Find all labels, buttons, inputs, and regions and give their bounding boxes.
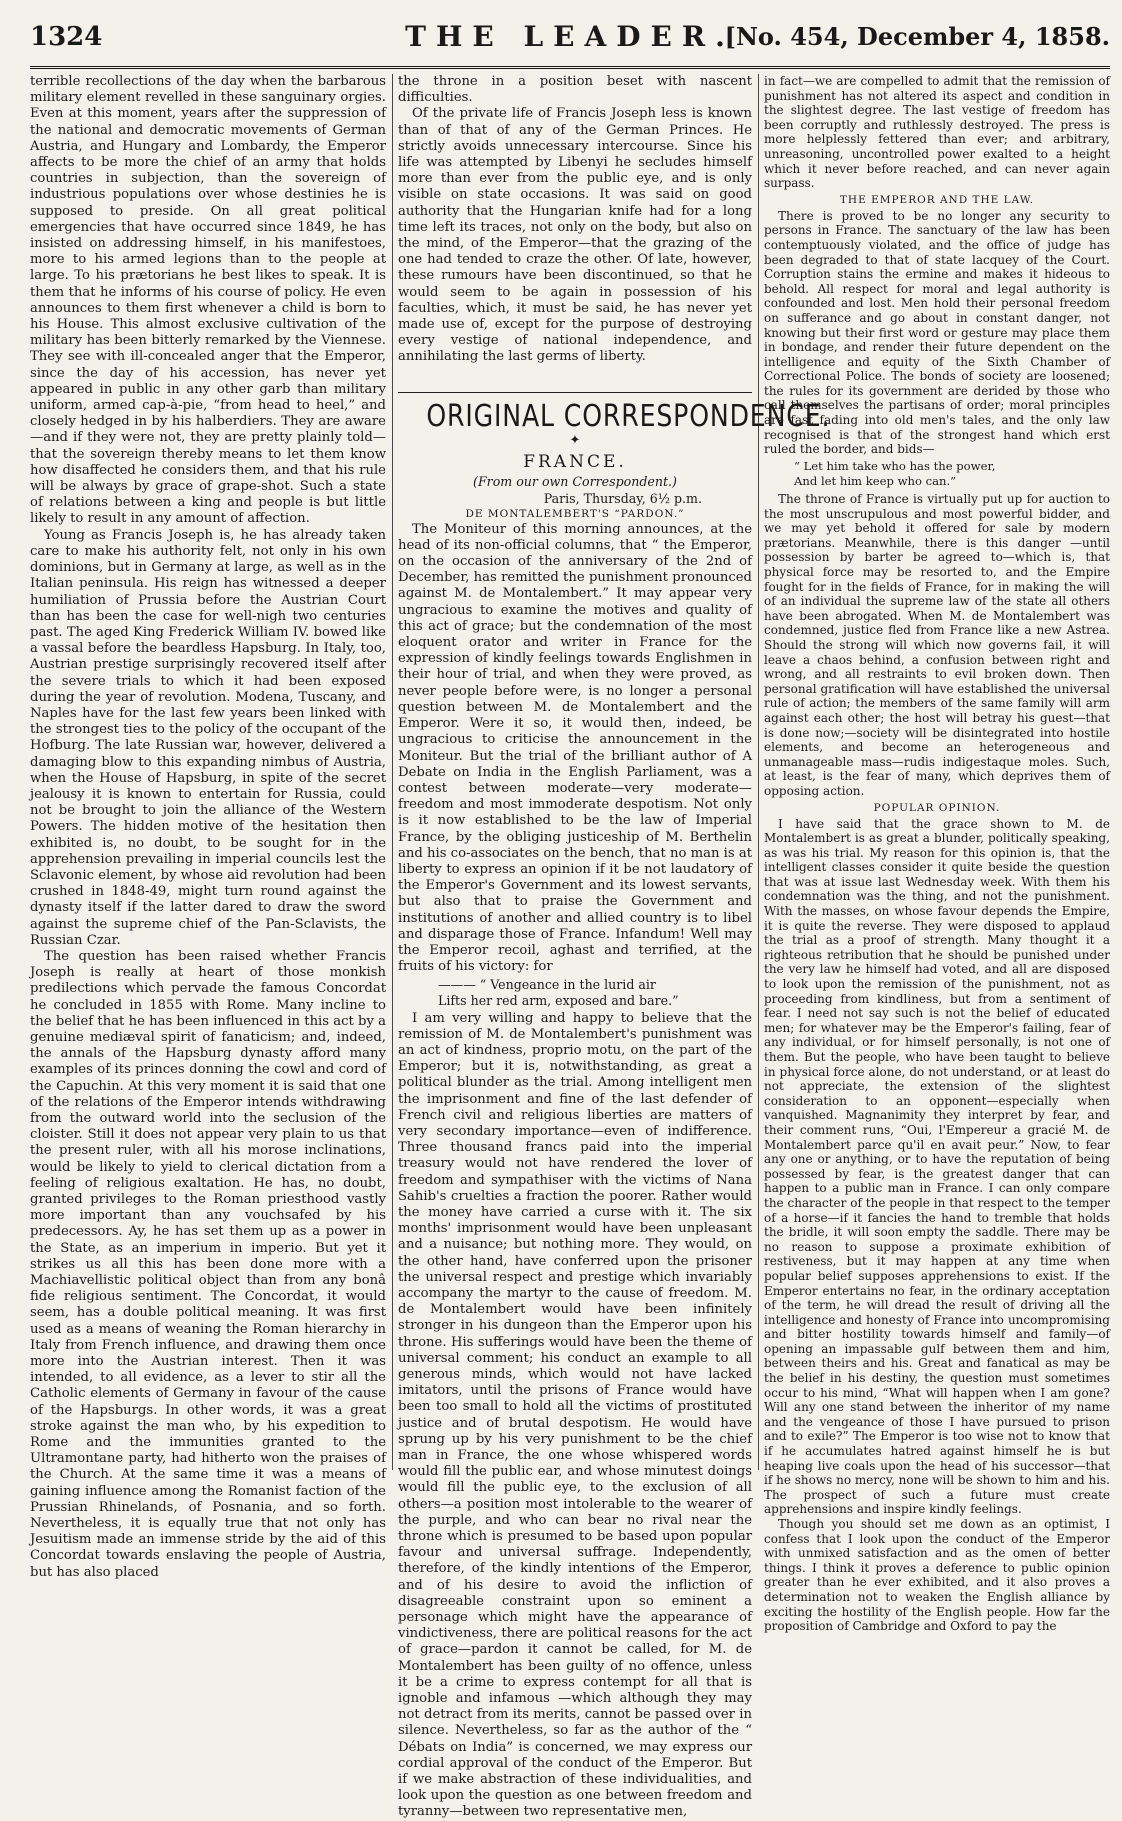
article-paragraph: I am very willing and happy to believe that the remission of M. de Montalembert's punishment was an act of kindness, proprio motu, on the part of the Emperor; but it is, notwithstanding, as great a political blunder as the trial. Among intelligent men the imprisonment and fine of the last defender of French civil and religious liberties are matters of very secondary importance—even of indifference. Three thousand francs paid into the imperial treasury would not have rendered the lover of freedom and sympathiser with the victims of Nana Sahib's cruelties a fraction the poorer. Rather would the money have carried a curse with it. The six months' imprisonment would have been unpleasant and a nuisance; but nothing more. They would, on the other hand, have conferred upon the prisoner the universal respect and prestige which invariably accompany the martyr to the cause of freedom. M. de Montalembert would have been infinitely stronger in his dungeon than the Emperor upon his throne. His sufferings would have been the theme of universal comment; his conduct an example to all generous minds, which would not have lacked imitators, until the prisons of France would have been too small to hold all the victims of prostituted justice and of brutal despotism. He would have sprung up by his very punishment to be the chief man in France, the one whose whispered words would fill the public ear, and whose minutest doings would fill the public eye, to the exclusion of all others—a position most intolerable to the wearer of the purple, and who can bear no rival near the throne which is presumed to be based upon popular favour and universal suffrage. Independently, therefore, of the kindly intentions of the Emperor, and of his desire to avoid the infliction of disagreeable constraint upon so eminent a personage which might have the appearance of vindictiveness, there are political reasons for the act of grace—pardon it cannot be called, for M. de Montalembert has been guilty of no offence, unless it be a crime to express contempt for all that is ignoble and infamous —which although they may not detract from its merits, cannot be passed over in silence. Nevertheless, so far as the author of the “ Débats on India” is concerned, we may express our cordial approval of the conduct of the Emperor. But if we make abstraction of these individualities, and look upon the question as one between freedom and tyranny—between two representative men, bbox=[398, 1010, 752, 1820]
column-3 bbox=[764, 74, 1110, 1634]
verse-line: Lifts her red arm, exposed and bare.” bbox=[438, 992, 679, 1008]
country-heading: FRANCE. bbox=[523, 451, 627, 472]
verse-quote bbox=[764, 459, 1110, 490]
article-paragraph: The question has been raised whether Francis Joseph is really at heart of those monkish predilections which pervade the famous Concordat he concluded in 1855 with Rome. Many incline to the belief that he has been influenced in this act by a genuine mediæval spirit of fanaticism; and, indeed, the annals of the Hapsburg dynasty afford many examples of its princes donning the cowl and cord of the Capuchin. At this very moment it is said that one of the relations of the Emperor intends withdrawing from the outward world into the seclusion of the cloister. Still it does not appear very plain to us that the present ruler, with all his morose inclinations, would be likely to yield to clerical dictation from a feeling of religious exaltation. He has, no doubt, granted privileges to the Roman priesthood vastly more important than any vouchsafed by his predecessors. Ay, he has set them up as a power in the State, as an imperium in imperio. But yet it strikes us all this has been done more with a Machiavellistic political object than from any bonâ fide religious sentiment. The Concordat, it would seem, has a double political meaning. It was first used as a means of weaning the Roman hierarchy in Italy from French influence, and drawing them once more into the Austrian interest. Then it was intended, to all evidence, as a lever to stir all the Catholic elements of Germany in favour of the cause of the Hapsburgs. In other words, it was a great stroke against the man who, by his expedition to Rome and the immunities granted to the Ultramontane party, had hitherto won the praises of the Church. At the same time it was a means of gaining influence among the Romanist faction of the Prussian Rhinelands, of Posnania, and so forth. Nevertheless, it is equally true that not only has Jesuitism made an immense stride by the aid of this Concordat towards enslaving the people of Austria, but has also placed bbox=[30, 948, 386, 1580]
verse-quote bbox=[398, 977, 752, 1008]
column-2 bbox=[398, 74, 831, 1820]
article-paragraph: The throne of France is virtually put up for auction to the most unscrupulous and most powerful bidder, and we may yet behold it offered for sale by modern prætorians. Meanwhile, there is this danger —until possession by barter be agreed to—which is, that physical force may be resorted to, and the Empire fought for in the fields of France, for in making the will of an individual the supreme law of the state all others have been abrogated. When M. de Montalembert was condemned, justice fled from France like a new Astrea. Should the strong will which now governs fail, it will leave a chaos behind, a confusion between right and wrong, and all restraints to evil broken down. Then personal gratification will have established the universal rule of action; the members of the same family will arm against each other; the host will betray his guest—that is done now;—society will be disintegrated into hostile elements, and become an heterogeneous and unmanageable mass—rudis indigestaque moles. Such, at least, is the fear of many, which deprives them of opposing action. bbox=[764, 492, 1110, 798]
article-paragraph: terrible recollections of the day when the barbarous military element revelled in these sanguinary orgies. Even at this moment, years after the suppression of the national and democratic movements of German Austria, and Hungary and Lombardy, the Emperor affects to be more the chief of an army that holds countries in subjection, than the sovereign of industrious populations over whose destinies he is supposed to preside. On all great political emergencies that have occurred since 1849, he has insisted on addressing himself, in his manifestoes, more to his armed legions than to the people at large. To his prætorians he best likes to speak. It is them that he informs of his course of policy. He even announces to them first whenever a child is born to his House. This almost exclusive cultivation of the military has been bitterly remarked by the Viennese. They see with ill-concealed anger that the Emperor, since the day of his accession, has never yet appeared in public in any other garb than military uniform, armed cap-à-pie, “from head to heel,” and closely hedged in by his halberdiers. They are aware—and if they were not, they are pretty plainly told—that the sovereign thereby means to let them know how disaffected he considers them, and that his rule will be always by grace of grape-shot. Such a state of relations between a king and people is but little likely to result in any amount of affection. bbox=[30, 74, 386, 527]
column-divider bbox=[758, 74, 759, 1470]
column-1 bbox=[30, 74, 386, 1580]
subheading: DE MONTALEMBERT'S “PARDON.” bbox=[465, 507, 685, 520]
masthead-title: THE LEADER. bbox=[405, 20, 735, 53]
verse-line: ——— “ Vengeance in the lurid air bbox=[438, 977, 656, 993]
article-paragraph: The Moniteur of this morning announces, at the head of its non-official columns, that “ the Emperor, on the occasion of the anniversary of the 2nd of December, has remitted the punishment pronounced against M. de Montalembert.” It may appear very ungracious to examine the motives and quality of this act of grace; but the condemnation of the most eloquent orator and writer in France for the expression of kindly feelings towards Englishmen in their hour of trial, and when they were proved, as never people before were, is no longer a personal question between M. de Montalembert and the Emperor. Were it so, it would then, indeed, be ungracious to criticise the announcement in the Moniteur. But the trial of the brilliant author of A Debate on India in the English Parliament, was a contest between moderate—very moderate—freedom and most immoderate despotism. Not only is it now established to be the law of Imperial France, by the obliging justiceship of M. Berthelin and his co-associates on the bench, that no man is at liberty to express an opinion if it be not laudatory of the Emperor's Government and its lowest servants, but also that to praise the Government and institutions of another and allied country is to libel and disparage those of France. Infandum! Well may the Emperor recoil, aghast and terrified, at the fruits of his victory: for bbox=[398, 521, 752, 975]
column-divider bbox=[392, 74, 393, 1470]
verse-line: And let him keep who can.” bbox=[794, 474, 957, 489]
article-paragraph: Though you should set me down as an optimist, I confess that I look upon the conduct of the Emperor with unmixed satisfaction and as the omen of better things. I think it proves a deference to public opinion greater than he ever exhibited, and it also proves a determination not to weaken the English alliance by exciting the hostility of the English people. How far the proposition of Cambridge and Oxford to pay the bbox=[764, 1517, 1110, 1634]
section-title: ORIGINAL CORRESPONDENCE. bbox=[426, 398, 831, 434]
article-paragraph: There is proved to be no longer any security to persons in France. The sanctuary of the law has been contemptuously violated, and the office of judge has been degraded to that of state lacquey of the Court. Corruption stains the ermine and makes it hideous to behold. All respect for moral and legal authority is confounded and lost. Men hold their personal freedom on sufferance and go about in constant danger, not knowing but their first word or gesture may place them in bondage, and render their future dependent on the intelligence and equity of the Sixth Chamber of Correctional Police. The bonds of society are loosened; the rules for its government are derided by those who call themselves the partisans of order; moral principles are fast fading into old men's tales, and the only law recognised is that of the strongest hand which erst ruled the border, and bids— bbox=[764, 208, 1110, 457]
article-paragraph: the throne in a position beset with nascent difficulties. bbox=[398, 74, 752, 106]
article-paragraph: in fact—we are compelled to admit that the remission of punishment has not altered its aspect and condition in the slightest degree. The last vestige of freedom has been corruptly and ruthlessly destroyed. The press is more helplessly fettered than ever; and arbitrary, unreasoning, uncontrolled power exalted to a height which it never before reached, and can never again surpass. bbox=[764, 74, 1110, 191]
page-number: 1324 bbox=[30, 22, 103, 52]
header-rule bbox=[30, 66, 1110, 69]
subheading: THE EMPEROR AND THE LAW. bbox=[839, 193, 1035, 206]
section-rule bbox=[398, 392, 752, 393]
correspondent-credit: (From our own Correspondent.) bbox=[473, 473, 677, 489]
article-paragraph: Young as Francis Joseph is, he has already taken care to make his authority felt, not only in his own dominions, but in Germany at large, as well as in the Italian peninsula. His reign has witnessed a deeper humiliation of Prussia before the Austrian Court than has been the case for well-nigh two centuries past. The aged King Frederick William IV. bowed like a vassal before the beardless Hapsburg. In Italy, too, Austrian prestige surprisingly recovered itself after the severe trials to which it had been exposed during the year of revolution. Modena, Tuscany, and Naples have for the last few years been linked with the strongest ties to the policy of the occupant of the Hofburg. The late Russian war, however, delivered a damaging blow to this expanding nimbus of Austria, when the House of Hapsburg, in spite of the secret jealousy it is known to entertain for Russia, could not be brought to join the alliance of the Western Powers. The hidden motive of the hesitation then exhibited is, no doubt, to be sought for in the apprehension prevailing in imperial councils lest the Sclavonic element, by whose aid revolution had been crushed in 1848-49, might turn round against the dynasty itself if the latter dared to draw the sword against the supreme chief of the Pan-Sclavists, the Russian Czar. bbox=[30, 527, 386, 948]
article-paragraph: Of the private life of Francis Joseph less is known than of that of any of the German Princes. He strictly avoids unnecessary intercourse. Since his life was attempted by Libenyi he secludes himself more than ever from the public eye, and is only visible on state occasions. It was said on good authority that the Hungarian knife had for a long time left its traces, not only on the body, but also on the mind, of the Emperor—that the grazing of the one had tended to craze the other. Of late, however, these rumours have been discontinued, so that he would seem to be again in possession of his faculties, which, it must be said, he has never yet made use of, except for the purpose of destroying every vestige of national independence, and annihilating the last germs of liberty. bbox=[398, 106, 752, 365]
issue-info: [No. 454, December 4, 1858. bbox=[724, 22, 1110, 51]
article-paragraph: I have said that the grace shown to M. de Montalembert is as great a blunder, politically speaking, as was his trial. My reason for this opinion is, that the intelligent classes consider it quite beside the question that was at issue last Wednesday week. With them his condemnation was the thing, and not the punishment. With the masses, on whose favour depends the Empire, it is quite the reverse. They were disposed to applaud the trial as a proof of strength. Many thought it a righteous retribution that he should be punished under the very law he himself had voted, and all are disposed to look upon the remission of the punishment, not as proceeding from kindliness, but from a sentiment of fear. I need not say such is not the belief of educated men; for whatever may be the Emperor's failing, fear of any individual, or for himself personally, is not one of them. But the people, who have been taught to believe in physical force alone, do not understand, or at least do not appreciate, the extension of the slightest consideration to an opponent—especially when vanquished. Magnanimity they interpret by fear, and their comment runs, “Oui, l'Empereur a gracié M. de Montalembert parce qu'il en avait peur.” Now, to fear any one or anything, or to have the reputation of being possessed by fear, is the greatest danger that can happen to a public man in France. I can only compare the character of the people in that respect to the temper of a horse—if it fancies the hand to tremble that holds the bridle, it will soon empty the saddle. There may be no reason to suppose a proximate exhibition of restiveness, but it may happen at any time when popular belief supposes apprehensions to exist. If the Emperor entertains no fear, in the ordinary acceptation of the term, he will dread the result of driving all the intelligence and honesty of France into uncompromising and bitter hostility towards himself and family—of opening an impassable gulf between them and him, between theirs and his. Great and fanatical as may be the belief in his destiny, the question must sometimes occur to his mind, “What will happen when I am gone? Will any one stand between the inheritor of my name and the vengeance of those I have pursued to prison and to exile?” The Emperor is too wise not to know that if he accumulates hatred against himself he is but heaping live coals upon the head of his successor—that if he shows no mercy, none will be shown to him and his. The prospect of such a future must create apprehensions and inspire kindly feelings. bbox=[764, 816, 1110, 1517]
dateline: Paris, Thursday, 6½ p.m. bbox=[543, 490, 702, 506]
ornament-divider: ✦ bbox=[569, 432, 581, 448]
subheading: POPULAR OPINION. bbox=[873, 801, 1001, 814]
verse-line: “ Let him take who has the power, bbox=[794, 458, 996, 473]
page-header bbox=[30, 18, 1110, 64]
